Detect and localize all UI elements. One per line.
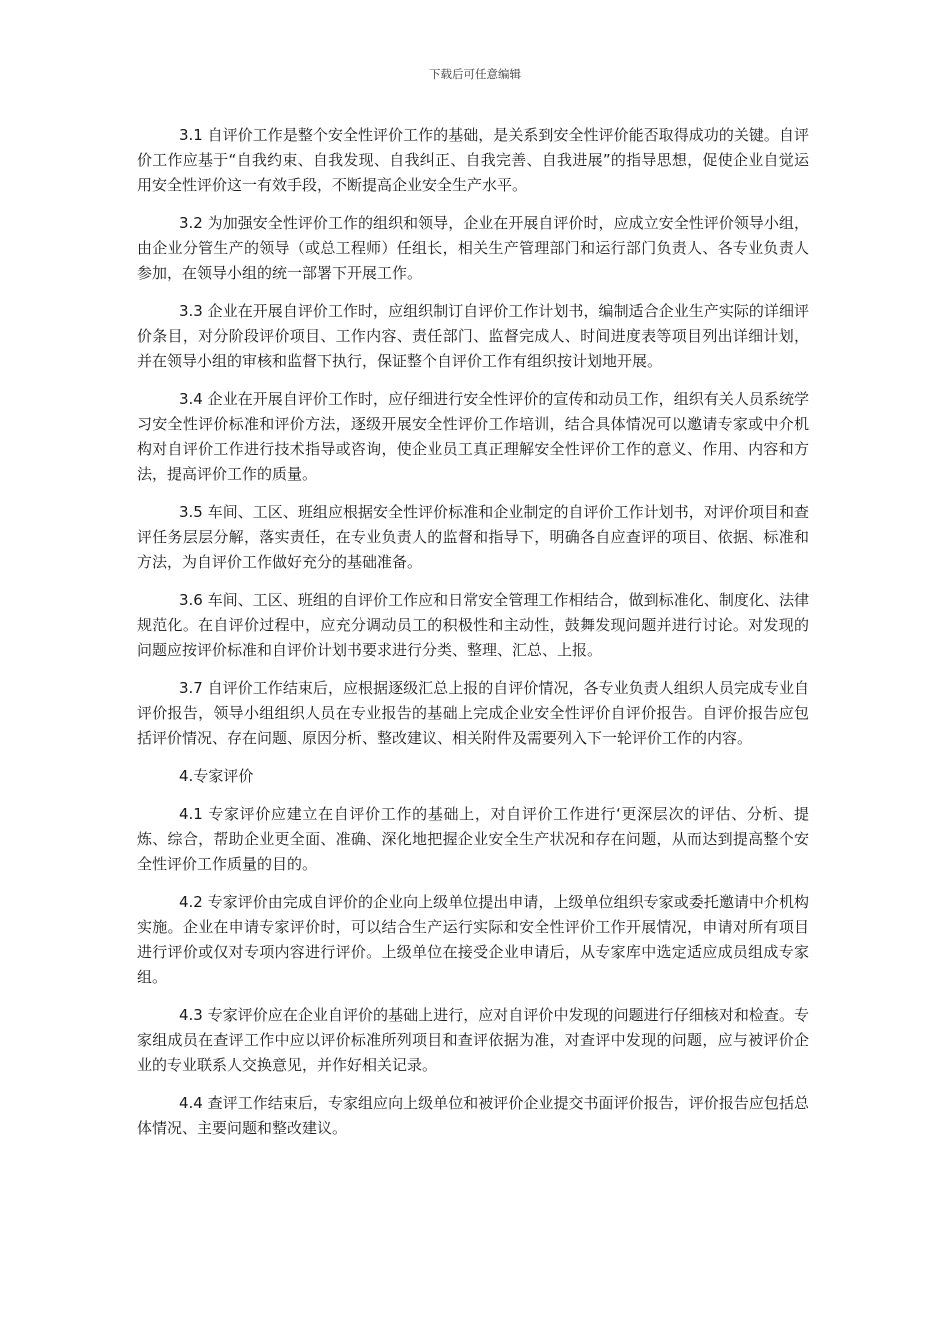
section-number: 4. bbox=[179, 767, 194, 785]
section-number: 3.7 bbox=[179, 679, 203, 697]
section-number: 3.2 bbox=[179, 214, 203, 232]
paragraph-3-2 bbox=[137, 211, 809, 286]
paragraph-text: 查评工作结束后，专家组应向上级单位和被评价企业提交书面评价报告，评价报告应包括总体情况、主要问题和整改建议。 bbox=[137, 1094, 809, 1137]
section-number: 3.6 bbox=[179, 591, 203, 609]
paragraph-3-7 bbox=[137, 676, 809, 751]
paragraph-text: 车间、工区、班组的自评价工作应和日常安全管理工作相结合，做到标准化、制度化、法律规范化。在自评价过程中，应充分调动员工的积极性和主动性，鼓舞发现问题并进行讨论。对发现的问题应按评价标准和自评价计划书要求进行分类、整理、汇总、上报。 bbox=[137, 591, 809, 659]
paragraph-text: 专家评价应建立在自评价工作的基础上，对自评价工作进行‘更深层次的评估、分析、提炼、综合，帮助企业更全面、准确、深化地把握企业安全生产状况和存在问题，从而达到提高整个安全性评价工作质量的目的。 bbox=[137, 805, 809, 873]
section-number: 4.2 bbox=[179, 893, 203, 911]
paragraph-3-5 bbox=[137, 500, 809, 575]
paragraph-text: 为加强安全性评价工作的组织和领导，企业在开展自评价时，应成立安全性评价领导小组，由企业分管生产的领导（或总工程师）任组长，相关生产管理部门和运行部门负责人、各专业负责人参加，在领导小组的统一部署下开展工作。 bbox=[137, 214, 809, 282]
paragraph-text: 专家评价由完成自评价的企业向上级单位提出申请，上级单位组织专家或委托邀请中介机构实施。企业在申请专家评价时，可以结合生产运行实际和安全性评价工作开展情况，申请对所有项目进行评价或仅对专项内容进行评价。上级单位在接受企业申请后，从专家库中选定适应成员组成专家组。 bbox=[137, 893, 809, 986]
section-heading-4 bbox=[137, 764, 809, 789]
paragraph-4-3 bbox=[137, 1003, 809, 1078]
paragraph-4-1 bbox=[137, 802, 809, 877]
section-number: 4.3 bbox=[179, 1006, 203, 1024]
page-header: 下载后可任意编辑 bbox=[429, 67, 521, 81]
paragraph-4-4 bbox=[137, 1091, 809, 1141]
paragraph-text: 自评价工作结束后，应根据逐级汇总上报的自评价情况，各专业负责人组织人员完成专业自评价报告，领导小组组织人员在专业报告的基础上完成企业安全性评价自评价报告。自评价报告应包括评价情况、存在问题、原因分析、整改建议、相关附件及需要列入下一轮评价工作的内容。 bbox=[137, 679, 809, 747]
paragraph-3-4 bbox=[137, 387, 809, 487]
document-body bbox=[137, 123, 809, 1154]
section-number: 3.5 bbox=[179, 503, 203, 521]
paragraph-text: 车间、工区、班组应根据安全性评价标准和企业制定的自评价工作计划书，对评价项目和查评任务层层分解，落实责任，在专业负责人的监督和指导下，明确各自应查评的项目、依据、标准和方法，为自评价工作做好充分的基础准备。 bbox=[137, 503, 809, 571]
paragraph-text: 自评价工作是整个安全性评价工作的基础，是关系到安全性评价能否取得成功的关键。自评价工作应基于“自我约束、自我发现、自我纠正、自我完善、自我进展”的指导思想，促使企业自觉运用安全性评价这一有效手段，不断提高企业安全生产水平。 bbox=[137, 126, 809, 194]
paragraph-4-2 bbox=[137, 890, 809, 990]
section-title: 专家评价 bbox=[193, 767, 254, 785]
paragraph-text: 企业在开展自评价工作时，应仔细进行安全性评价的宣传和动员工作，组织有关人员系统学习安全性评价标准和评价方法，逐级开展安全性评价工作培训，结合具体情况可以邀请专家或中介机构对自评价工作进行技术指导或咨询，使企业员工真正理解安全性评价工作的意义、作用、内容和方法，提高评价工作的质量。 bbox=[137, 390, 809, 483]
paragraph-3-3 bbox=[137, 299, 809, 374]
section-number: 3.3 bbox=[179, 302, 203, 320]
section-number: 3.1 bbox=[179, 126, 203, 144]
section-number: 4.4 bbox=[179, 1094, 203, 1112]
section-number: 4.1 bbox=[179, 805, 203, 823]
paragraph-3-1 bbox=[137, 123, 809, 198]
paragraph-text: 企业在开展自评价工作时，应组织制订自评价工作计划书，编制适合企业生产实际的详细评价条目，对分阶段评价项目、工作内容、责任部门、监督完成人、时间进度表等项目列出详细计划，并在领导小组的审核和监督下执行，保证整个自评价工作有组织按计划地开展。 bbox=[137, 302, 809, 370]
paragraph-text: 专家评价应在企业自评价的基础上进行，应对自评价中发现的问题进行仔细核对和检查。专家组成员在查评工作中应以评价标准所列项目和查评依据为准，对查评中发现的问题，应与被评价企业的专业联系人交换意见，并作好相关记录。 bbox=[137, 1006, 809, 1074]
section-number: 3.4 bbox=[179, 390, 203, 408]
paragraph-3-6 bbox=[137, 588, 809, 663]
